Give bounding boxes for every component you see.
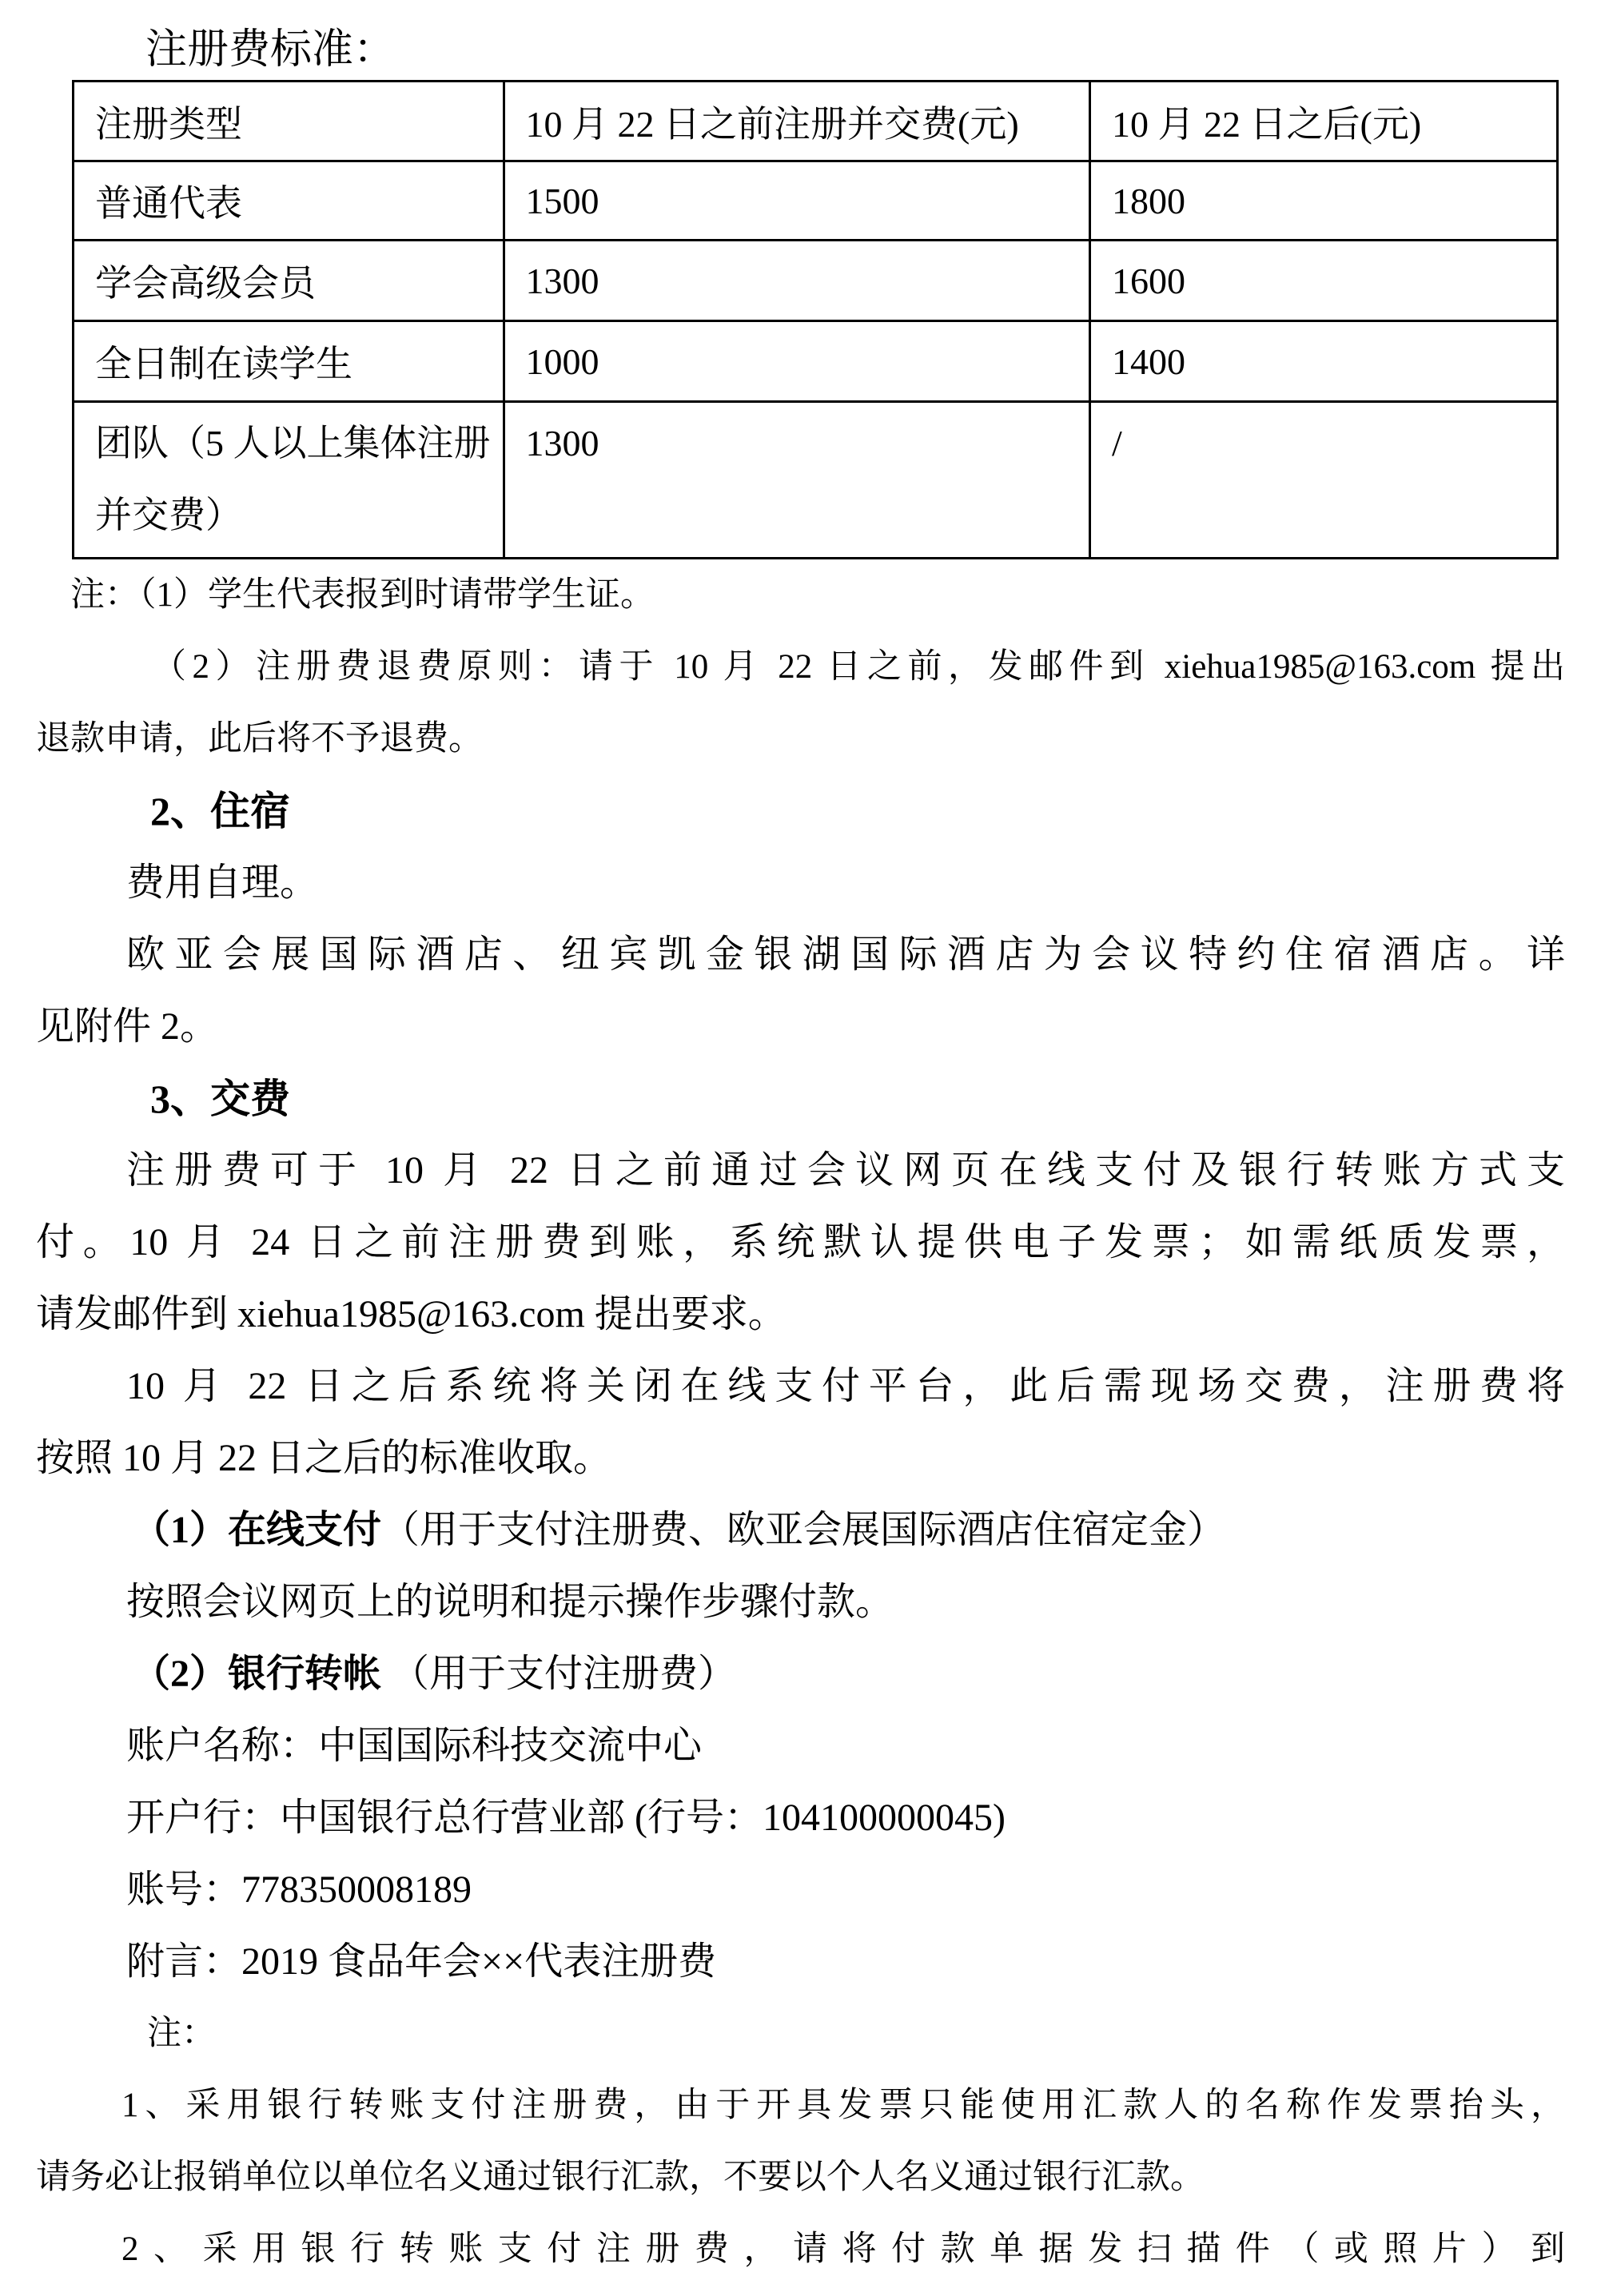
accommodation-hotels-line1: 欧亚会展国际酒店、纽宾凯金银湖国际酒店为会议特约住宿酒店。详 (126, 933, 1565, 976)
accommodation-self-pay: 费用自理。 (126, 861, 319, 904)
row-late-value: 1800 (1090, 161, 1558, 241)
row-early-value: 1300 (504, 402, 1090, 559)
payment-deadline-line2: 按照 10 月 22 日之后的标准收取。 (36, 1437, 612, 1479)
online-payment-heading: （1）在线支付 (132, 1509, 382, 1551)
table-row (74, 161, 1558, 241)
row-late-value: 1600 (1090, 241, 1558, 321)
page-title: 注册费标准： (145, 27, 396, 73)
row-early-value: 1000 (504, 321, 1090, 402)
bank-transfer-line (36, 1638, 1565, 1710)
payment-note-2: 2、采用银行转账支付注册费，请将付款单据发扫描件（或照片）到 (121, 2230, 1565, 2268)
payment-intro-line2: 付。10 月 24 日之前注册费到账，系统默认提供电子发票；如需纸质发票， (36, 1221, 1565, 1263)
row-label: 全日制在读学生 (74, 321, 504, 402)
payment-notes-label: 注： (147, 2015, 216, 2052)
accommodation-hotels-line2: 见附件 2。 (36, 1005, 219, 1048)
bank-remark: 附言：2019 食品年会××代表注册费 (126, 1940, 717, 1983)
online-payment-line (36, 1494, 1565, 1566)
section-heading-accommodation: 2、住宿 (150, 789, 290, 834)
payment-intro-line3: 请发邮件到 xiehua1985@163.com 提出要求。 (36, 1293, 787, 1335)
row-label: 普通代表 (74, 161, 504, 241)
registration-fee-table (72, 80, 1559, 559)
header-late-fee: 10 月 22 日之后(元) (1090, 82, 1558, 161)
table-row (74, 321, 1558, 402)
payment-intro-line1: 注册费可于 10 月 22 日之前通过会议网页在线支付及银行转账方式支 (126, 1149, 1565, 1192)
table-note-2-line1: （2）注册费退费原则：请于 10 月 22 日之前，发邮件到 xiehua1985@163.com 提出 (152, 648, 1565, 686)
section-heading-payment: 3、交费 (150, 1076, 290, 1121)
row-label: 学会高级会员 (74, 241, 504, 321)
row-label: 团队（5 人以上集体注册并交费） (74, 402, 504, 559)
row-late-value: / (1090, 402, 1558, 559)
table-note-1: 注：（1）学生代表报到时请带学生证。 (70, 576, 655, 614)
online-payment-desc: （用于支付注册费、欧亚会展国际酒店住宿定金） (381, 1509, 1226, 1551)
payment-deadline-line1: 10 月 22 日之后系统将关闭在线支付平台，此后需现场交费，注册费将 (126, 1365, 1565, 1407)
header-early-fee: 10 月 22 日之前注册并交费(元) (504, 82, 1090, 161)
table-header-row (74, 82, 1558, 161)
bank-transfer-desc: （用于支付注册费） (381, 1653, 737, 1695)
payment-note-1-line1: 1、采用银行转账支付注册费，由于开具发票只能使用汇款人的名称作发票抬头， (121, 2087, 1565, 2124)
row-late-value: 1400 (1090, 321, 1558, 402)
online-payment-instruction: 按照会议网页上的说明和提示操作步骤付款。 (126, 1581, 894, 1623)
bank-account-number: 账号：778350008189 (126, 1868, 472, 1911)
row-early-value: 1300 (504, 241, 1090, 321)
header-registration-type: 注册类型 (74, 82, 504, 161)
bank-account-name: 账户名称：中国国际科技交流中心 (126, 1725, 703, 1767)
payment-note-1-line2: 请务必让报销单位以单位名义通过银行汇款，不要以个人名义通过银行汇款。 (36, 2159, 1205, 2196)
bank-branch: 开户行：中国银行总行营业部 (行号：104100000045) (126, 1797, 1006, 1839)
bank-transfer-heading: （2）银行转帐 (132, 1653, 382, 1695)
table-row (74, 402, 1558, 559)
row-early-value: 1500 (504, 161, 1090, 241)
table-note-2-line2: 退款申请，此后将不予退费。 (36, 720, 483, 758)
table-row (74, 241, 1558, 321)
